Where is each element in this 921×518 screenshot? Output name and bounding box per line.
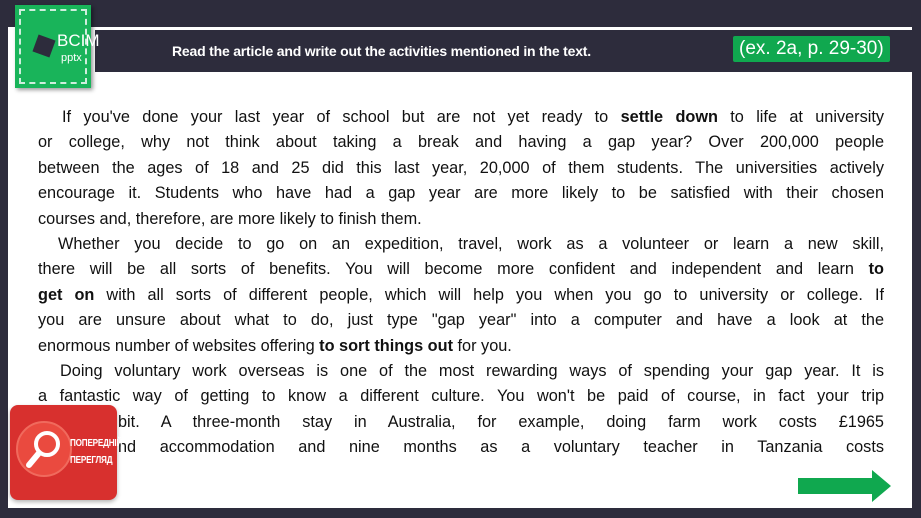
preview-badge[interactable] xyxy=(10,405,123,500)
logo xyxy=(15,5,100,88)
article-line: bit. A three-month stay in Australia, for example, doing farm work costs £1965 xyxy=(118,412,884,431)
article-line: nd accommodation and nine months as a voluntary teacher in Tanzania costs xyxy=(118,438,884,457)
arrow-right-icon[interactable] xyxy=(798,470,892,502)
badge-text: ПОПЕРЕДНІЙ xyxy=(70,437,123,449)
logo-text: BCIM xyxy=(57,31,100,50)
exercise-reference: (ex. 2a, p. 29-30) xyxy=(733,36,890,62)
article-line: Doing voluntary work overseas is one of the most rewarding ways of spending your gap year. It is xyxy=(60,361,884,380)
article-text xyxy=(38,105,884,461)
badge-text: ПЕРЕГЛЯД xyxy=(70,454,113,466)
instruction-text: Read the article and write out the activities mentioned in the text. xyxy=(172,43,591,59)
magnifier-icon xyxy=(16,421,72,477)
logo-subtext: pptx xyxy=(61,52,82,64)
article-line: courses and, therefore, are more likely to finish them. xyxy=(38,209,422,228)
article-line: you are unsure about what to do, just type "gap year" into a computer and have a look at the xyxy=(38,311,884,330)
article-line: If you've done your last year of school but are not yet ready to settle down to life at university xyxy=(62,108,884,126)
article-line: or college, why not think about taking a break and having a gap year? Over 200,000 people xyxy=(38,133,884,152)
article-line: enormous number of websites offering to sort things out for you. xyxy=(38,336,512,355)
article-line: a fantastic way of getting to know a different culture. You won't be paid of course, in fact your trip xyxy=(38,387,884,406)
article-line: Whether you decide to go on an expedition, travel, work as a volunteer or learn a new skill, xyxy=(58,234,884,253)
article-line: between the ages of 18 and 25 did this last year, 20,000 of them students. The universities actively xyxy=(38,158,884,177)
article-line: encourage it. Students who have had a gap year are more likely to be satisfied with their chosen xyxy=(38,184,884,203)
article-line: get on with all sorts of different people, which will help you when you go to university or college. If xyxy=(38,285,884,304)
article-line: there will be all sorts of benefits. You will become more confident and independent and learn to xyxy=(38,260,884,279)
